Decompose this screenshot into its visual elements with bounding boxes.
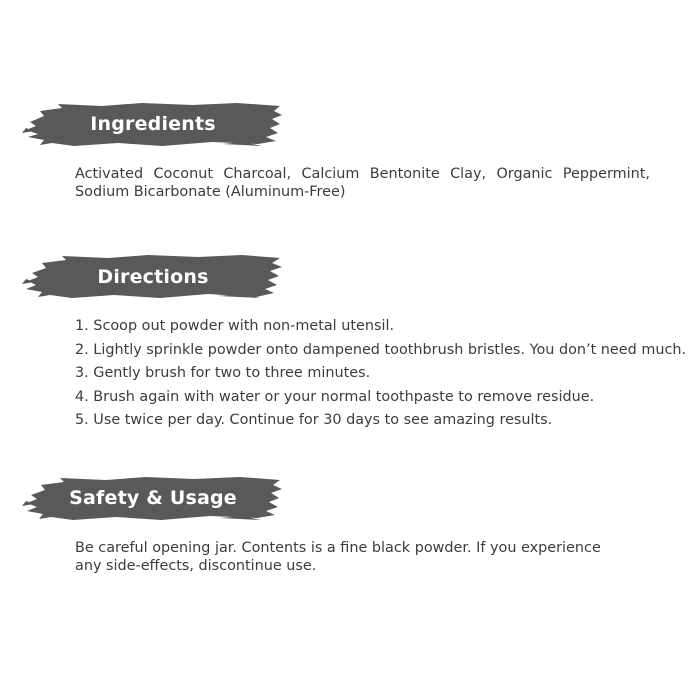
safety-text-line-1: Be careful opening jar. Contents is a fine black powder. If you experience xyxy=(75,540,601,556)
direction-step: 1. Scoop out powder with non-metal utensil. xyxy=(75,318,395,334)
direction-step: 3. Gently brush for two to three minutes. xyxy=(75,365,371,382)
ingredients-title: Ingredients xyxy=(90,113,216,135)
directions-list xyxy=(75,315,685,433)
ingredients-banner xyxy=(22,100,284,148)
direction-step: 4. Brush again with water or your normal toothpaste to remove residue. xyxy=(75,388,595,405)
directions-banner xyxy=(22,253,284,301)
safety-banner xyxy=(22,474,284,522)
ingredients-text: Activated Coconut Charcoal, Calcium Bentonite Clay, Organic Peppermint, Sodium Bicarbonate (Aluminum-Free) xyxy=(75,166,650,200)
directions-title: Directions xyxy=(97,266,209,288)
direction-step: 2. Lightly sprinkle powder onto dampened toothbrush bristles. You don’t need much. xyxy=(75,341,687,358)
safety-text-line-2: any side-effects, discontinue use. xyxy=(75,558,317,574)
safety-title: Safety & Usage xyxy=(69,487,237,509)
direction-step: 5. Use twice per day. Continue for 30 days to see amazing results. xyxy=(75,412,553,429)
